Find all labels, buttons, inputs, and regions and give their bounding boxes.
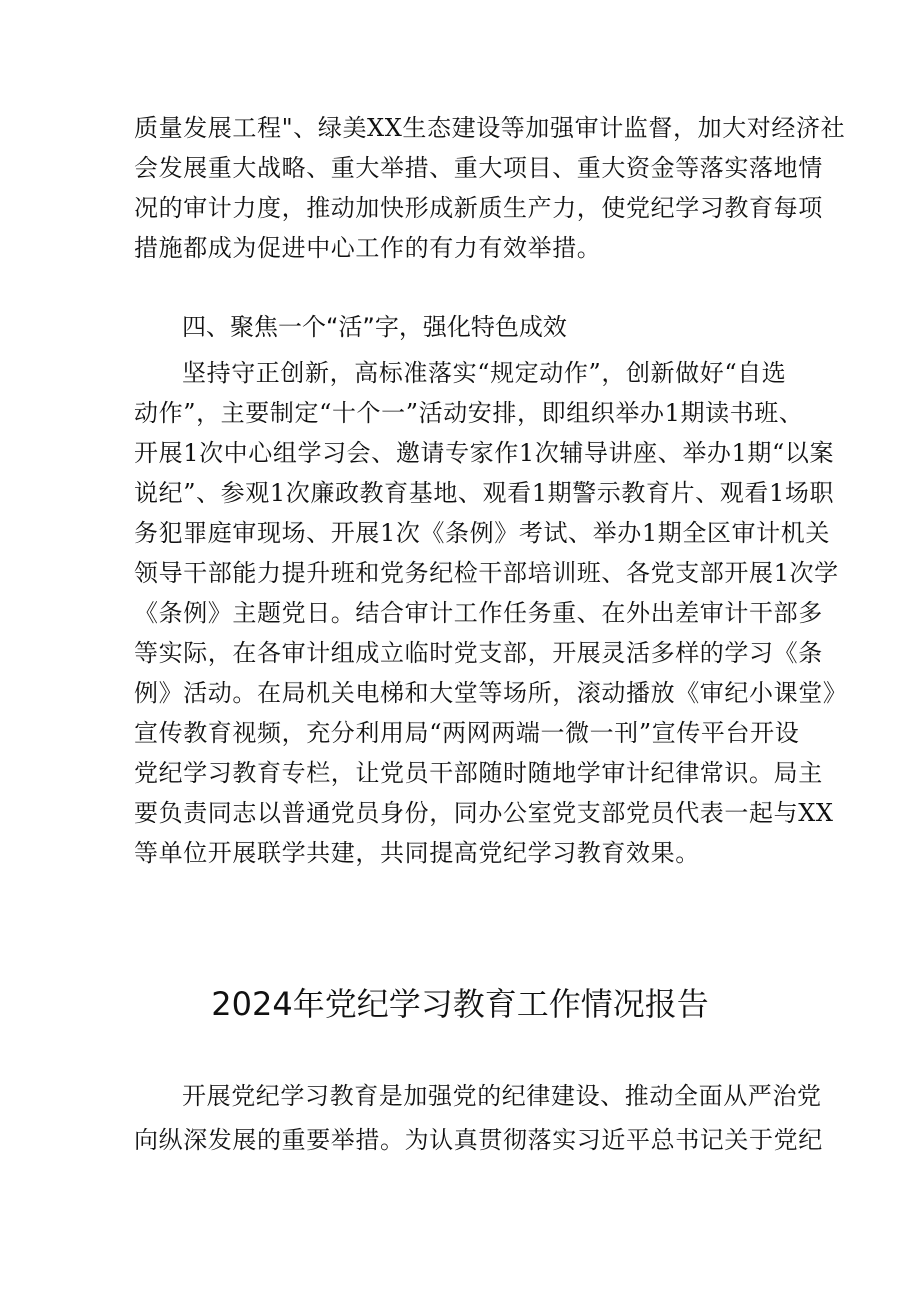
paragraph-line: 等实际，在各审计组成立临时党支部，开展灵活多样的学习《条 — [134, 639, 823, 667]
paragraph-line: 例》活动。在局机关电梯和大堂等场所，滚动播放《审纪小课堂》 — [134, 679, 848, 707]
paragraph-line: 开展党纪学习教育是加强党的纪律建设、推动全面从严治党 — [182, 1082, 822, 1110]
paragraph-line: 质量发展工程"、绿美XX生态建设等加强审计监督，加大对经济社 — [134, 114, 846, 142]
paragraph-line: 动作”，主要制定“十个一”活动安排，即组织举办1期读书班、 — [134, 399, 804, 427]
paragraph-line: 会发展重大战略、重大举措、重大项目、重大资金等落实落地情 — [134, 154, 823, 182]
paragraph-line: 领导干部能力提升班和党务纪检干部培训班、各党支部开展1次学 — [134, 559, 839, 587]
document-title: 2024年党纪学习教育工作情况报告 — [211, 985, 709, 1023]
paragraph-line: 向纵深发展的重要举措。为认真贯彻落实习近平总书记关于党纪 — [134, 1126, 823, 1154]
paragraph-line: 况的审计力度，推动加快形成新质生产力，使党纪学习教育每项 — [134, 194, 823, 222]
paragraph-line: 《条例》主题党日。结合审计工作任务重、在外出差审计干部多 — [134, 599, 823, 627]
paragraph-line: 宣传教育视频，充分利用局“两网两端一微一刊”宣传平台开设 — [134, 719, 800, 747]
paragraph-line: 要负责同志以普通党员身份，同办公室党支部党员代表一起与XX — [134, 799, 834, 827]
paragraph-line: 措施都成为促进中心工作的有力有效举措。 — [134, 234, 602, 262]
paragraph-line: 务犯罪庭审现场、开展1次《条例》考试、举办1期全区审计机关 — [134, 519, 830, 547]
paragraph-line: 坚持守正创新，高标准落实“规定动作”，创新做好“自选 — [182, 359, 787, 387]
section-heading: 四、聚焦一个“活”字，强化特色成效 — [182, 313, 567, 341]
paragraph-line: 党纪学习教育专栏，让党员干部随时随地学审计纪律常识。局主 — [134, 759, 823, 787]
paragraph-line: 等单位开展联学共建，共同提高党纪学习教育效果。 — [134, 839, 700, 867]
paragraph-line: 开展1次中心组学习会、邀请专家作1次辅导讲座、举办1期“以案 — [134, 439, 835, 467]
paragraph-line: 说纪”、参观1次廉政教育基地、观看1期警示教育片、观看1场职 — [134, 479, 835, 507]
